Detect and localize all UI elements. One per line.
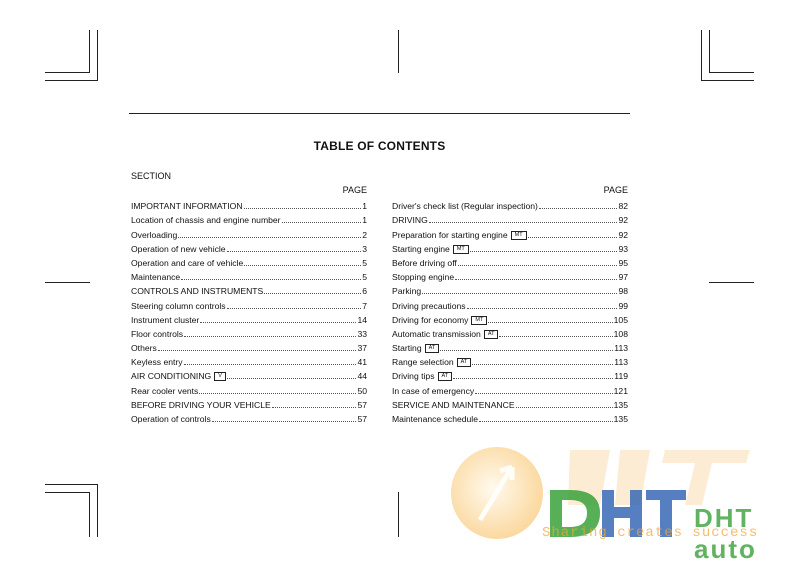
toc-entry-title: Operation of controls	[131, 414, 211, 424]
toc-entry-page: 135	[613, 414, 628, 424]
toc-entry-page: 92	[618, 215, 628, 226]
toc-entry-title: IMPORTANT INFORMATION	[131, 201, 243, 212]
toc-entry-title: Location of chassis and engine number	[131, 215, 281, 226]
toc-entry-page: 1	[362, 201, 367, 212]
dot-leader	[212, 421, 357, 422]
toc-entry-title: Steering column controls	[131, 300, 226, 311]
transmission-badge: AT	[425, 344, 440, 353]
dot-leader	[499, 336, 612, 337]
toc-entry-title: Maintenance	[131, 272, 181, 283]
toc-entry[interactable]	[131, 411, 367, 425]
crop-mark	[97, 484, 98, 537]
crop-mark	[45, 72, 90, 73]
dot-leader	[178, 237, 361, 238]
toc-entry-page: 44	[357, 371, 367, 382]
toc-entry-title: Starting	[392, 343, 422, 354]
toc-entry[interactable]	[392, 411, 628, 425]
dot-leader	[200, 322, 356, 323]
toc-entry-title: Automatic transmission	[392, 328, 481, 339]
toc-entry[interactable]	[392, 269, 628, 283]
toc-entry-page: 119	[614, 371, 628, 382]
toc-entry-page: 41	[357, 357, 367, 368]
toc-entry-title: Parking	[392, 286, 422, 297]
toc-entry[interactable]	[131, 198, 367, 212]
toc-entry-page: 37	[357, 343, 367, 354]
dot-leader	[244, 208, 362, 209]
toc-entry-title: Others	[131, 343, 157, 354]
crop-mark	[701, 80, 754, 81]
toc-entry[interactable]	[392, 326, 628, 340]
dot-leader	[475, 393, 612, 394]
toc-entry[interactable]	[131, 226, 367, 240]
dot-leader	[199, 393, 356, 394]
toc-entry-title: Keyless entry	[131, 357, 183, 368]
toc-entry-page: 3	[362, 243, 367, 254]
crop-mark	[398, 492, 399, 537]
toc-entry[interactable]	[392, 241, 628, 255]
toc-entry-title: Range selection	[392, 357, 454, 368]
toc-entry-page: 1	[362, 215, 367, 226]
toc-entry[interactable]	[131, 368, 367, 382]
toc-entry-page: 82	[618, 201, 628, 212]
transmission-badge: V	[214, 372, 226, 381]
dot-leader	[539, 208, 618, 209]
toc-entry[interactable]	[131, 241, 367, 255]
dot-leader	[181, 279, 361, 280]
transmission-badge: AT	[457, 358, 472, 367]
crop-mark	[89, 492, 90, 537]
toc-column-right	[392, 184, 628, 425]
transmission-badge: AT	[438, 372, 453, 381]
dot-leader	[479, 421, 613, 422]
toc-entry[interactable]	[131, 212, 367, 226]
toc-entry[interactable]	[392, 368, 628, 382]
toc-entry[interactable]	[131, 312, 367, 326]
toc-entry-title: In case of emergency	[392, 385, 475, 396]
dot-leader	[158, 350, 357, 351]
toc-entry-title: Floor controls	[131, 328, 184, 339]
dot-leader	[227, 308, 362, 309]
crop-mark	[701, 30, 702, 81]
watermark-logo	[450, 445, 790, 564]
dot-leader	[227, 251, 362, 252]
dot-leader	[184, 336, 356, 337]
toc-entry[interactable]	[131, 340, 367, 354]
toc-entry-title: Before driving off	[392, 257, 457, 268]
toc-entry[interactable]	[131, 269, 367, 283]
toc-entry-page: 98	[618, 286, 628, 297]
dot-leader	[244, 265, 361, 266]
toc-entry-title: Instrument cluster	[131, 314, 200, 325]
transmission-badge: MT	[471, 316, 487, 325]
toc-entry-page: 95	[618, 257, 628, 268]
toc-entry[interactable]	[392, 198, 628, 212]
toc-entry-page: 97	[618, 272, 628, 283]
toc-entry[interactable]	[392, 354, 628, 368]
toc-entry-page: 99	[618, 300, 628, 311]
toc-entry[interactable]	[392, 297, 628, 311]
toc-entry[interactable]	[392, 340, 628, 354]
toc-entry-title: Stopping engine	[392, 272, 455, 283]
page-column-header: PAGE	[342, 185, 367, 195]
toc-column-left	[131, 184, 367, 425]
crop-mark	[89, 30, 90, 73]
transmission-badge: AT	[484, 330, 499, 339]
toc-entry-page: 6	[362, 286, 367, 297]
toc-entry-page: 7	[362, 300, 367, 311]
toc-entry[interactable]	[131, 255, 367, 269]
toc-entry[interactable]	[392, 283, 628, 297]
toc-entry[interactable]	[392, 397, 628, 411]
dot-leader	[453, 378, 613, 379]
toc-entry-title: Driving for economy	[392, 314, 469, 325]
toc-entry-page: 105	[613, 314, 628, 325]
toc-list	[392, 198, 628, 425]
dot-leader	[440, 350, 613, 351]
crop-mark	[45, 492, 90, 493]
toc-entry[interactable]	[131, 297, 367, 311]
toc-entry-page: 108	[613, 328, 628, 339]
toc-entry-page: 93	[618, 243, 628, 254]
transmission-badge: MT	[511, 231, 527, 240]
crop-mark	[97, 30, 98, 81]
dot-leader	[272, 407, 357, 408]
toc-entry-title: DRIVING	[392, 215, 428, 226]
dot-leader	[184, 364, 357, 365]
toc-entry-page: 14	[357, 314, 367, 325]
toc-entry-page: 33	[357, 328, 367, 339]
crop-mark	[709, 282, 754, 283]
toc-entry[interactable]	[131, 283, 367, 297]
toc-entry[interactable]	[131, 382, 367, 396]
toc-entry-page: 121	[613, 385, 628, 396]
toc-list	[131, 198, 367, 425]
crop-mark	[709, 72, 754, 73]
dot-leader	[472, 364, 613, 365]
watermark-tagline: Sharing creates success	[542, 525, 759, 541]
toc-entry-title: Operation of new vehicle	[131, 243, 226, 254]
crop-mark	[45, 80, 98, 81]
toc-entry[interactable]	[131, 354, 367, 368]
toc-entry[interactable]	[392, 312, 628, 326]
crop-mark	[709, 30, 710, 73]
page-title: TABLE OF CONTENTS	[313, 139, 446, 153]
dot-leader	[488, 322, 612, 323]
dot-leader	[467, 308, 618, 309]
toc-entry-page: 92	[618, 229, 628, 240]
dot-leader	[516, 407, 613, 408]
dot-leader	[282, 222, 362, 223]
toc-entry-page: 5	[362, 272, 367, 283]
toc-entry-title: Driving precautions	[392, 300, 466, 311]
toc-entry-page: 113	[614, 357, 628, 368]
toc-entry-title: Driver's check list (Regular inspection)	[392, 201, 538, 212]
dot-leader	[422, 293, 617, 294]
crop-mark	[45, 484, 98, 485]
toc-entry[interactable]	[131, 397, 367, 411]
toc-entry-title: Preparation for starting engine	[392, 229, 508, 240]
toc-entry-title: Rear cooler vents	[131, 385, 199, 396]
toc-entry-title: CONTROLS AND INSTRUMENTS	[131, 286, 264, 297]
toc-entry-page: 5	[362, 257, 367, 268]
toc-entry[interactable]	[392, 382, 628, 396]
dot-leader	[470, 251, 618, 252]
toc-entry-page: 50	[357, 385, 367, 396]
watermark-word: DHT auto	[694, 503, 757, 564]
top-rule	[129, 113, 630, 114]
toc-entry-title: SERVICE AND MAINTENANCE	[392, 399, 515, 410]
toc-entry-page: 57	[357, 399, 367, 410]
toc-entry-title: Driving tips	[392, 371, 435, 382]
toc-entry-page: 135	[613, 399, 628, 410]
dot-leader	[528, 237, 618, 238]
page-column-header: PAGE	[603, 185, 628, 195]
dot-leader	[455, 279, 617, 280]
dot-leader	[429, 222, 618, 223]
toc-entry[interactable]	[392, 255, 628, 269]
toc-entry-title: AIR CONDITIONING	[131, 371, 212, 382]
section-label: SECTION	[131, 171, 172, 181]
crop-mark	[45, 282, 90, 283]
toc-entry-title: Maintenance schedule	[392, 414, 478, 424]
toc-entry-page: 57	[357, 414, 367, 424]
toc-entry[interactable]	[392, 212, 628, 226]
toc-entry-title: BEFORE DRIVING YOUR VEHICLE	[131, 399, 271, 410]
toc-entry-title: Operation and care of vehicle	[131, 257, 244, 268]
toc-entry-title: Overloading	[131, 229, 178, 240]
transmission-badge: MT	[453, 245, 469, 254]
toc-entry-page: 2	[362, 229, 367, 240]
toc-entry[interactable]	[131, 326, 367, 340]
toc-entry-page: 113	[614, 343, 628, 354]
toc-entry[interactable]	[392, 226, 628, 240]
toc-entry-title: Starting engine	[392, 243, 450, 254]
dot-leader	[264, 293, 361, 294]
dot-leader	[458, 265, 618, 266]
crop-mark	[398, 30, 399, 73]
dot-leader	[227, 378, 357, 379]
